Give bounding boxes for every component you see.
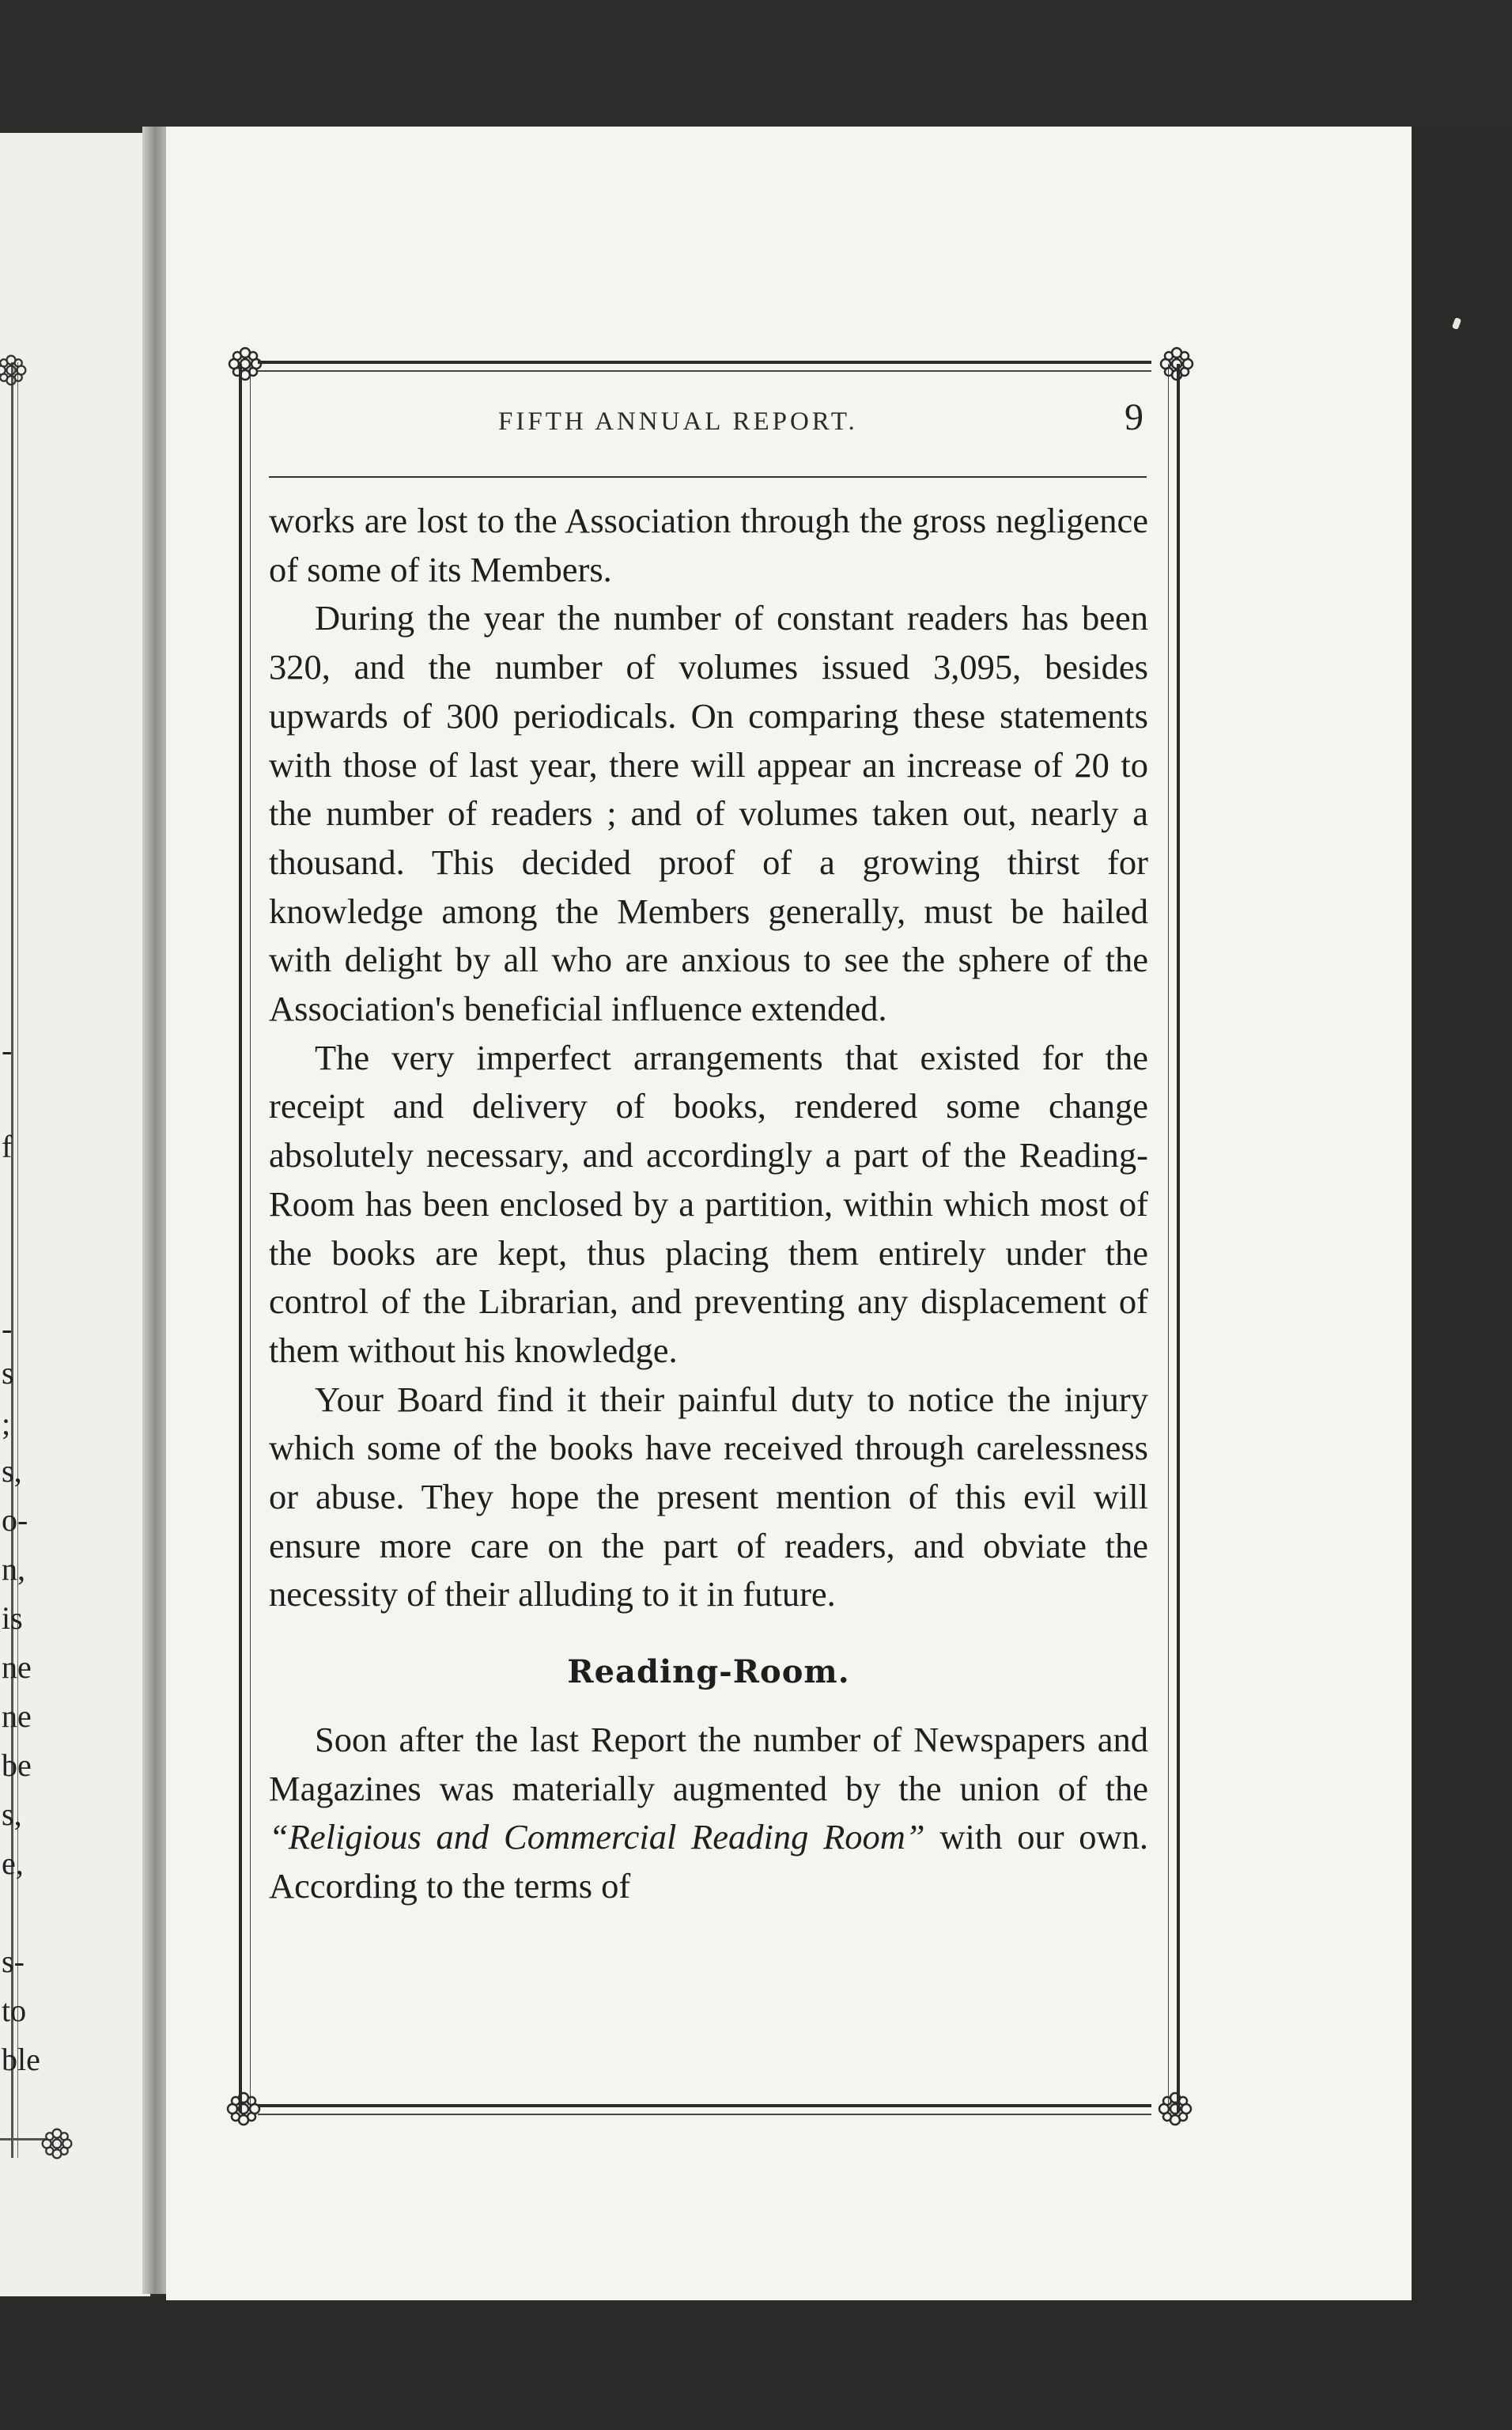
text-fragment: f (2, 1129, 13, 1164)
scan-border (0, 2298, 1512, 2430)
text-fragment: is (2, 1600, 23, 1636)
text-fragment: s- (2, 1944, 25, 1979)
scan-border (1412, 127, 1512, 2298)
header-rule (269, 476, 1147, 478)
paragraph-text: Soon after the last Report the number of Newspapers and Magazines was materially augmented by the union of the (269, 1719, 1148, 1808)
italic-title: “Religious and Commercial Reading Room” (269, 1817, 925, 1857)
page-number: 9 (1125, 396, 1143, 438)
running-head: FIFTH ANNUAL REPORT. (498, 407, 858, 436)
text-fragment: ; (2, 1406, 11, 1441)
text-fragment: ne (2, 1649, 32, 1685)
book-page (166, 127, 1412, 2300)
paragraph-text: with our own. According to the terms of (269, 1817, 1148, 1906)
frame-rule (17, 362, 18, 2158)
frame-top-rule (258, 370, 1151, 372)
frame-top-rule (258, 361, 1151, 364)
paragraph (269, 1716, 1148, 1911)
rosette-ornament-icon (0, 353, 28, 388)
paragraph: works are lost to the Association through the gross negligence of some of its Members. (269, 501, 1148, 589)
rosette-ornament-icon (225, 2090, 263, 2128)
text-fragment: n, (2, 1551, 25, 1587)
text-fragment: be (2, 1747, 32, 1783)
paragraph: Your Board find it their painful duty to notice the injury which some of the books have received through carelessness or abuse. They hope the present mention of this evil will ensure more care on the part of readers, and obviate the necessity of their alluding to it in future. (269, 1379, 1148, 1614)
scan-border (0, 0, 1512, 127)
rosette-ornament-icon (226, 345, 264, 383)
text-fragment: s, (2, 1796, 22, 1832)
frame-bottom-rule (258, 2104, 1151, 2107)
rosette-ornament-icon (1158, 345, 1196, 383)
rosette-ornament-icon (1156, 2090, 1194, 2128)
paragraph: The very imperfect arrangements that existed for the receipt and delivery of books, rendered some change absolutely necessary, and accordingly a part of the Reading-Room has been enclosed by a partition, within which most of the books are kept, thus placing them entirely under the control of the Librarian, and preventing any displacement of them without his knowledge. (269, 1037, 1148, 1370)
frame-bottom-rule (258, 2114, 1151, 2115)
book-gutter (142, 127, 168, 2294)
text-fragment: s (2, 1355, 14, 1391)
text-fragment: e, (2, 1845, 24, 1881)
text-fragment: - (2, 1311, 13, 1346)
text-fragment: o- (2, 1502, 28, 1538)
text-fragment: ne (2, 1698, 32, 1734)
paragraph: During the year the number of constant readers has been 320, and the number of volumes issued 3,095, besides upwards of 300 periodicals. On comparing these statements with those of last year, there will appear an increase of 20 to the number of readers ; and of volumes taken out, nearly a thousand. This decided proof of a growing thirst for knowledge among the Members generally, must be hailed with delight by all who are anxious to see the sphere of the Association's beneficial influence extended. (269, 598, 1148, 1029)
rosette-ornament-icon (40, 2126, 74, 2161)
text-fragment: to (2, 1993, 27, 2028)
text-fragment: s, (2, 1453, 22, 1489)
frame-rule (11, 362, 13, 2158)
facing-page-sliver (0, 133, 150, 2296)
text-fragment: - (2, 1032, 13, 1068)
section-heading: Reading-Room. (567, 1653, 850, 1691)
text-fragment: ble (2, 2042, 40, 2077)
body-text (269, 497, 1148, 1911)
